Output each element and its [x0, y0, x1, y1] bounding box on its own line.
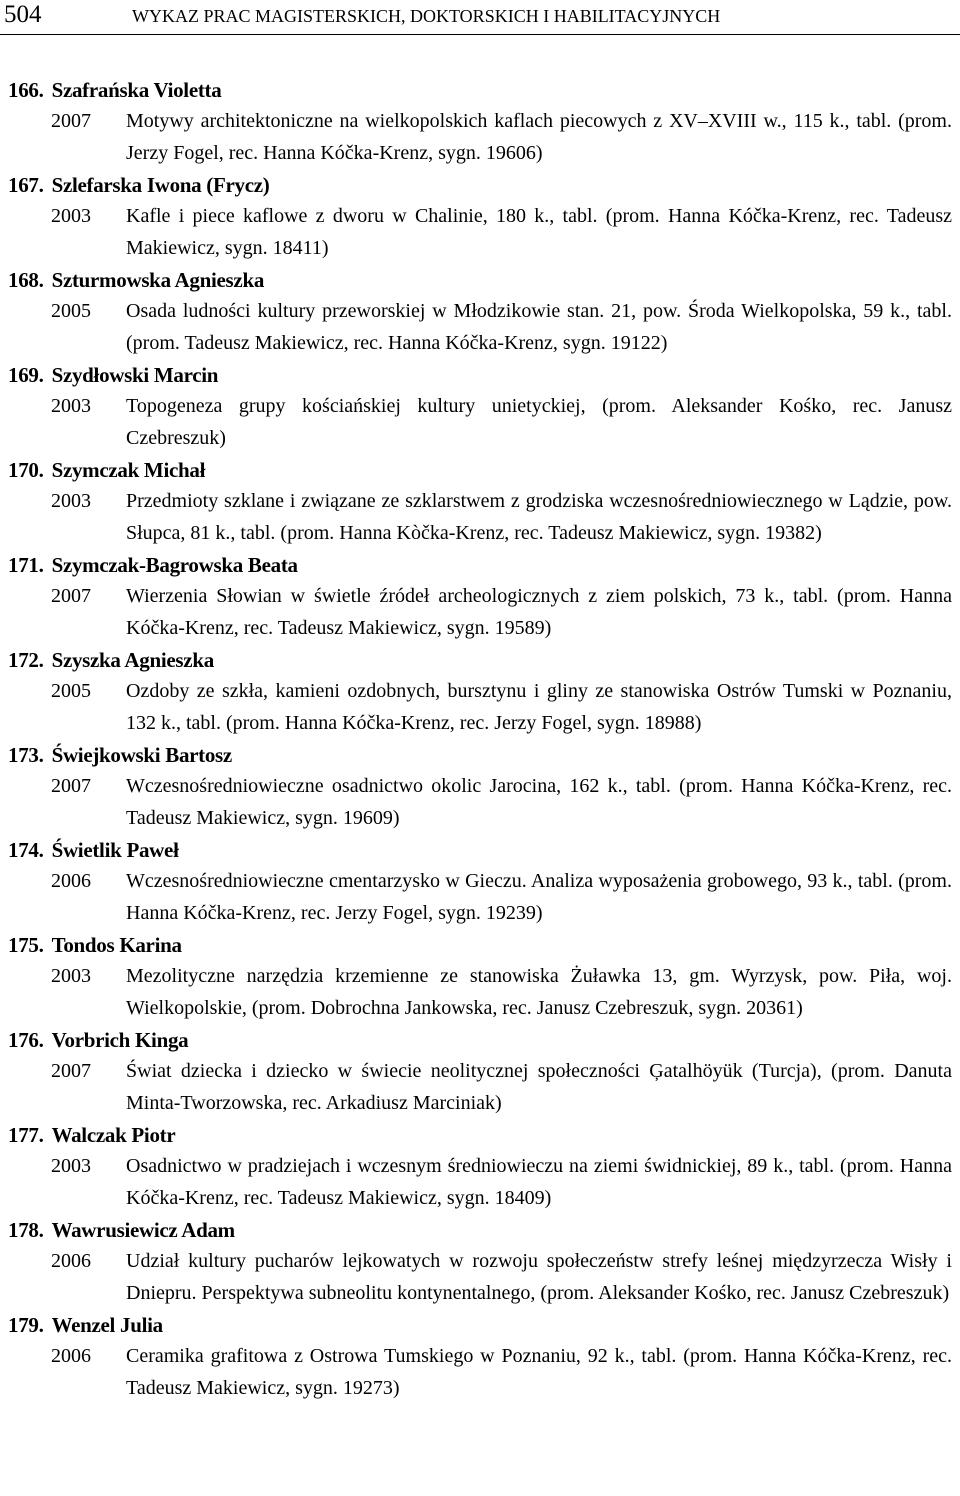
thesis-entry	[0, 454, 960, 549]
thesis-description: Ceramika grafitowa z Ostrowa Tumskiego w Poznaniu, 92 k., tabl. (prom. Hanna Kóčka-Krenz, rec. Tadeusz Makiewicz, sygn. 19273)	[126, 1345, 952, 1399]
thesis-year: 2006	[51, 1250, 91, 1272]
thesis-work	[0, 486, 960, 549]
entry-heading	[0, 739, 960, 771]
thesis-work	[0, 1246, 960, 1309]
entry-number: 169.	[8, 363, 44, 387]
entry-number: 173.	[8, 743, 44, 767]
thesis-work	[0, 676, 960, 739]
thesis-entry	[0, 1309, 960, 1404]
thesis-year: 2005	[51, 300, 91, 322]
thesis-work	[0, 1056, 960, 1119]
thesis-year: 2007	[51, 1060, 91, 1082]
thesis-year: 2007	[51, 775, 91, 797]
thesis-work	[0, 866, 960, 929]
entry-heading	[0, 264, 960, 296]
author-name: Świejkowski Bartosz	[51, 743, 232, 767]
entry-heading	[0, 549, 960, 581]
thesis-description: Świat dziecka i dziecko w świecie neolitycznej społeczności Ģatalhöyük (Turcja), (prom. Danuta Minta-Tworzowska, rec. Arkadiusz Marciniak)	[126, 1060, 952, 1114]
page-header	[0, 0, 960, 35]
page-number: 504	[4, 1, 42, 28]
author-name: Tondos Karina	[51, 933, 182, 957]
thesis-year: 2007	[51, 110, 91, 132]
author-name: Wawrusiewicz Adam	[51, 1218, 235, 1242]
thesis-description: Wierzenia Słowian w świetle źródeł archeologicznych z ziem polskich, 73 k., tabl. (prom. Hanna Kóčka-Krenz, rec. Tadeusz Makiewicz, sygn. 19589)	[126, 585, 952, 639]
thesis-year: 2003	[51, 1155, 91, 1177]
thesis-work	[0, 296, 960, 359]
thesis-list	[0, 74, 960, 1404]
author-name: Szyszka Agnieszka	[51, 648, 214, 672]
entry-number: 179.	[8, 1313, 44, 1337]
thesis-work	[0, 201, 960, 264]
thesis-entry	[0, 549, 960, 644]
entry-number: 168.	[8, 268, 44, 292]
entry-number: 176.	[8, 1028, 44, 1052]
thesis-work	[0, 106, 960, 169]
thesis-work	[0, 1341, 960, 1404]
thesis-year: 2006	[51, 1345, 91, 1367]
entry-number: 170.	[8, 458, 44, 482]
thesis-description: Kafle i piece kaflowe z dworu w Chalinie, 180 k., tabl. (prom. Hanna Kóčka-Krenz, rec. Tadeusz Makiewicz, sygn. 18411)	[126, 205, 952, 259]
author-name: Szafrańska Violetta	[51, 78, 222, 102]
thesis-entry	[0, 929, 960, 1024]
thesis-entry	[0, 1214, 960, 1309]
entry-heading	[0, 454, 960, 486]
thesis-entry	[0, 1024, 960, 1119]
entry-number: 177.	[8, 1123, 44, 1147]
thesis-description: Udział kultury pucharów lejkowatych w rozwoju społeczeństw strefy leśnej międzyrzecza Wisły i Dniepru. Perspektywa subneolitu kontynentalnego, (prom. Aleksander Kośko, rec. Janusz Czebreszuk)	[126, 1250, 952, 1304]
entry-number: 174.	[8, 838, 44, 862]
author-name: Szlefarska Iwona (Frycz)	[51, 173, 270, 197]
thesis-year: 2005	[51, 680, 91, 702]
thesis-description: Przedmioty szklane i związane ze szklarstwem z grodziska wczesnośredniowiecznego w Lądzie, pow. Słupca, 81 k., tabl. (prom. Hanna Kòčka-Krenz, rec. Tadeusz Makiewicz, sygn. 19382)	[126, 490, 952, 544]
author-name: Szydłowski Marcin	[51, 363, 219, 387]
entry-heading	[0, 74, 960, 106]
entry-heading	[0, 1214, 960, 1246]
thesis-year: 2003	[51, 395, 91, 417]
entry-heading	[0, 644, 960, 676]
entry-heading	[0, 1309, 960, 1341]
author-name: Szymczak-Bagrowska Beata	[51, 553, 298, 577]
thesis-entry	[0, 264, 960, 359]
thesis-description: Mezolityczne narzędzia krzemienne ze stanowiska Żuławka 13, gm. Wyrzysk, pow. Piła, woj. Wielkopolskie, (prom. Dobrochna Jankowska, rec. Janusz Czebreszuk, sygn. 20361)	[126, 965, 952, 1019]
thesis-description: Ozdoby ze szkła, kamieni ozdobnych, bursztynu i gliny ze stanowiska Ostrów Tumski w Poznaniu, 132 k., tabl. (prom. Hanna Kóčka-Krenz, rec. Jerzy Fogel, sygn. 18988)	[126, 680, 952, 734]
thesis-year: 2003	[51, 965, 91, 987]
entry-heading	[0, 1119, 960, 1151]
entry-heading	[0, 929, 960, 961]
thesis-work	[0, 391, 960, 454]
thesis-entry	[0, 169, 960, 264]
entry-number: 175.	[8, 933, 44, 957]
thesis-entry	[0, 739, 960, 834]
entry-heading	[0, 169, 960, 201]
author-name: Szymczak Michał	[51, 458, 206, 482]
entry-number: 167.	[8, 173, 44, 197]
running-title: WYKAZ PRAC MAGISTERSKICH, DOKTORSKICH I HABILITACYJNYCH	[132, 6, 721, 26]
thesis-description: Wczesnośredniowieczne osadnictwo okolic Jarocina, 162 k., tabl. (prom. Hanna Kóčka-Krenz, rec. Tadeusz Makiewicz, sygn. 19609)	[126, 775, 952, 829]
entry-heading	[0, 1024, 960, 1056]
thesis-entry	[0, 644, 960, 739]
thesis-description: Topogeneza grupy kościańskiej kultury unietyckiej, (prom. Aleksander Kośko, rec. Janusz Czebreszuk)	[126, 395, 952, 449]
thesis-description: Osada ludności kultury przeworskiej w Młodzikowie stan. 21, pow. Środa Wielkopolska, 59 k., tabl. (prom. Tadeusz Makiewicz, rec. Hanna Kóčka-Krenz, sygn. 19122)	[126, 300, 952, 354]
thesis-description: Motywy architektoniczne na wielkopolskich kaflach piecowych z XV–XVIII w., 115 k., tabl. (prom. Jerzy Fogel, rec. Hanna Kóčka-Krenz, sygn. 19606)	[126, 110, 952, 164]
thesis-work	[0, 581, 960, 644]
author-name: Szturmowska Agnieszka	[51, 268, 265, 292]
thesis-entry	[0, 359, 960, 454]
thesis-entry	[0, 1119, 960, 1214]
entry-number: 178.	[8, 1218, 44, 1242]
author-name: Wenzel Julia	[51, 1313, 163, 1337]
thesis-year: 2003	[51, 490, 91, 512]
thesis-entry	[0, 74, 960, 169]
thesis-description: Osadnictwo w pradziejach i wczesnym średniowieczu na ziemi świdnickiej, 89 k., tabl. (prom. Hanna Kóčka-Krenz, rec. Tadeusz Makiewicz, sygn. 18409)	[126, 1155, 952, 1209]
author-name: Świetlik Paweł	[51, 838, 179, 862]
entry-number: 172.	[8, 648, 44, 672]
author-name: Vorbrich Kinga	[51, 1028, 189, 1052]
entry-number: 171.	[8, 553, 44, 577]
thesis-entry	[0, 834, 960, 929]
thesis-year: 2006	[51, 870, 91, 892]
entry-heading	[0, 359, 960, 391]
thesis-description: Wczesnośredniowieczne cmentarzysko w Gieczu. Analiza wyposażenia grobowego, 93 k., tabl. (prom. Hanna Kóčka-Krenz, rec. Jerzy Fogel, sygn. 19239)	[126, 870, 952, 924]
thesis-work	[0, 961, 960, 1024]
author-name: Walczak Piotr	[51, 1123, 176, 1147]
thesis-work	[0, 771, 960, 834]
thesis-year: 2007	[51, 585, 91, 607]
entry-heading	[0, 834, 960, 866]
entry-number: 166.	[8, 78, 44, 102]
thesis-work	[0, 1151, 960, 1214]
thesis-year: 2003	[51, 205, 91, 227]
